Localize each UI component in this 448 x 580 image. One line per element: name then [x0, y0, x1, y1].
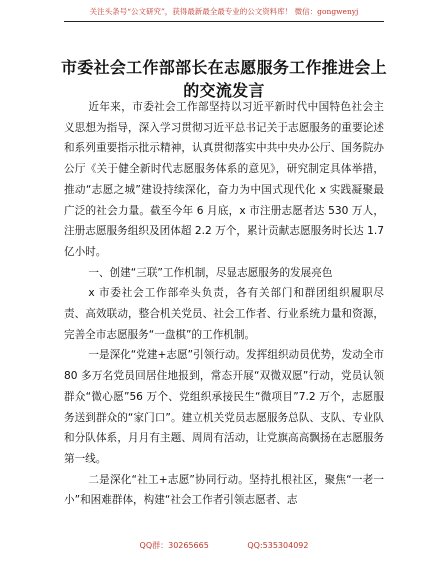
paragraph-intro: 近年来，市委社会工作部坚持以习近平新时代中国特色社会主义思想为指导，深入学习贯彻习近平总书记关于志愿服务的重要论述和系列重要指示批示精神，认真贯彻落实中共中央办公厅、国务院办公厅《关于健全新时代志愿服务体系的意见》，研究制定具体举措，推动“志愿之城”建设持续深化，奋力为中国式现代化 x 实践凝聚最广泛的社会力量。截至今年 6 月底，x 市注册志愿者达 530 万人，注册志愿服务组织及团体超 2.2 万个，累计贡献志愿服务时长达 1.7 亿小时。	[64, 101, 384, 258]
section-heading-1: 一、创建“三联”工作机制，尽显志愿服务的发展亮色	[88, 266, 333, 279]
footer-qq: QQ:535304092	[247, 541, 309, 550]
paragraph-social-volunteer: 二是深化“社工+志愿”协同行动。坚持扎根社区，聚焦“一老一小”和困难群体，构建“社会工作者引领志愿者、志	[64, 473, 384, 507]
header-divider	[64, 21, 384, 22]
title-line-1: 市委社会工作部部长在志愿服务工作推进会上	[60, 58, 387, 77]
footer-contact	[0, 540, 448, 551]
document-body	[64, 97, 384, 511]
title-line-2: 的交流发言	[183, 81, 265, 100]
paragraph-mechanism: x 市委社会工作部牵头负责，各有关部门和群团组织履职尽责、高效联动，整合机关党员、社会工作者、行业系统力量和资源，完善全市志愿服务“一盘棋”的工作机制。	[64, 287, 384, 341]
footer-qq-group: QQ群：30265665	[139, 541, 209, 550]
document-title	[40, 56, 408, 102]
header-banner: 关注头条号“公文研究”，获得最新最全最专业的公文资料库！ 微信：gongwenyj	[89, 7, 359, 16]
paragraph-party-volunteer: 一是深化“党建+志愿”引领行动。发挥组织动员优势，发动全市 80 多万名党员回居住地报到，常态开展“双微双愿”行动，党员认领群众“微心愿”56 万个、党组织承接民生“微项目”7.2 万个，志愿服务送到群众的“家门口”。建立机关党员志愿服务总队、支队、专业队和分队体系，月月有主题、周周有活动，让党旗高高飘扬在志愿服务第一线。	[64, 349, 384, 465]
